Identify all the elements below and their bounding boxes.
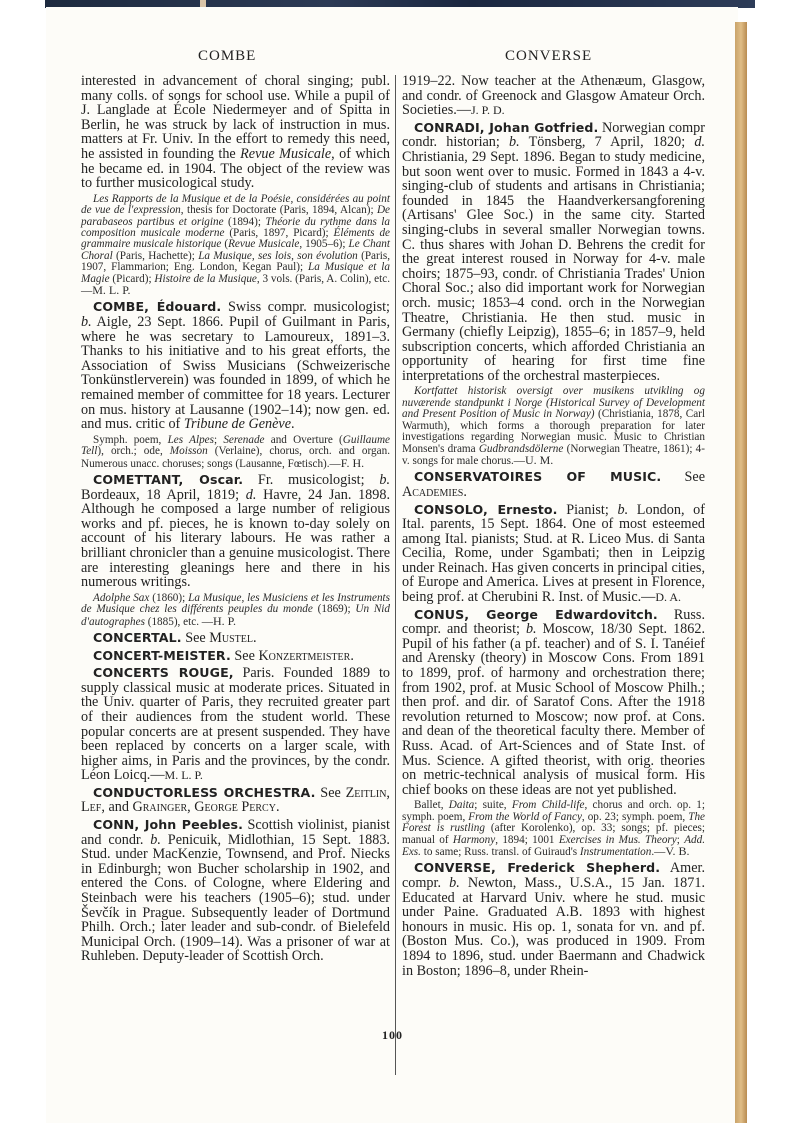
headword: CONCERTS ROUGE, [93, 665, 234, 681]
headword: CONCERT-MEISTER. [93, 647, 231, 663]
page-edge [735, 22, 747, 1123]
bibliography-combe-2: Symph. poem, Les Alpes; Serenade and Overture (Guillaume Tell), orch.; ode, Moisson (Verlaine), chorus, orch. and organ. Numerous unacc. choruses; songs (Lausanne, Fœtisch).—F. H. [81, 433, 391, 470]
headword: CONVERSE, Frederick Shepherd. [414, 860, 661, 876]
right-column [402, 74, 705, 978]
entry-comettant: COMETTANT, Oscar. Fr. musicologist; b. Bordeaux, 18 April, 1819; d. Havre, 24 Jan. 1898. Although he composed a large number of religious works and pf. pieces, he is known to-day solely on account of his literary labours. He was rather a brilliant chronicler than a genuine musicologist. There are interesting gleanings here and there in his numerous writings. [81, 471, 390, 591]
headword: COMBE, Édouard. [93, 299, 222, 315]
bibliography-combe-1: Les Rapports de la Musique et de la Poésie, considérées au point de vue de l'expression, thesis for Doctorate (Paris, 1894, Alcan); De parabaseos partibus et origine (1894); Théorie du rythme dans la composition musicale moderne (Paris, 1897, Picard); Éléments de grammaire musicale historique (Revue Musicale, 1905–6); Le Chant Choral (Paris, Hachette); La Musique, ses lois, son évolution (Paris, 1907, Flammarion; Eng. London, Kegan Paul); La Musique et la Magie (Picard); Histoire de la Musique, 3 vols. (Paris, A. Colin), etc.—M. L. P. [81, 192, 391, 297]
headword: CONDUCTORLESS ORCHESTRA. [93, 784, 316, 800]
entry-concertal: CONCERTAL. See Mustel. [93, 629, 257, 646]
page-number: 100 [382, 1028, 403, 1042]
entry-conn: CONN, John Peebles. Scottish violinist, pianist and condr. b. Penicuik, Midlothian, 15 Sept. 1883. Stud. under MacKenzie, Townsend, and Prof. Niecks in Edinburgh; won Bucher scholarship in 1902, and entered the Cons. of Cologne, where Eldering and Steinbach were his teachers (1905–6); stud. under Ševčík in Prague. Subsequently leader of Dortmund Philh. Orch.; later leader and sub-condr. of Bielefeld Municipal Orch. (1909–14). Was a prisoner of war at Ruhleben. Deputy-leader of Scottish Orch. [81, 817, 390, 965]
bibliography-comettant: Adolphe Sax (1860); La Musique, les Musiciens et les Instruments de Musique chez les différents peuples du monde (1869); Un Nid d'autographes (1885), etc. —H. P. [81, 591, 391, 628]
running-head-left: COMBE [198, 48, 257, 64]
column-rule [395, 75, 396, 1075]
headword: CONSOLO, Ernesto. [414, 501, 558, 517]
left-column [81, 74, 390, 964]
entry-consolo: CONSOLO, Ernesto. Pianist; b. London, of Ital. parents, 15 Sept. 1864. One of most esteemed among Ital. pianists; Stud. at R. Liceo Mus. di Santa Cecilia, Rome, under Sgambati; then in Leipzig under Reinach. Has given concerts in principal cities, of Europe and America. Lives at present in Florence, being prof. at Cherubini R. Inst. of Music.—D. A. [402, 501, 705, 606]
entry-continuation-conn: 1919–22. Now teacher at the Athenæum, Glasgow, and condr. of Greenock and Glasgow Amateur Orch. Societies.—J. P. D. [402, 73, 705, 119]
bibliography-conus: Ballet, Daita; suite, From Child-life, chorus and orch. op. 1; symph. poem, From the World of Fancy, op. 23; symph. poem, The Forest is rustling (after Korolenko), op. 33; songs; pf. pieces; manual of Harmony, 1894; 1001 Exercises in Mus. Theory; Add. Exs. to same; Russ. transl. of Guiraud's Instrumentation.—V. B. [402, 799, 706, 858]
entry-concerts-rouge: CONCERTS ROUGE, Paris. Founded 1889 to supply classical music at moderate prices. Situated in the Univ. quarter of Paris, they recruited greater part of their audiences from the student world. These popular concerts are at present suspended. They have been replaced by concerts on a larger scale, with higher aims, in Paris and the provinces, by the condr. Léon Loicq.—M. L. P. [81, 665, 390, 784]
entry-converse: CONVERSE, Frederick Shepherd. Amer. compr. b. Newton, Mass., U.S.A., 15 Jan. 1871. Educated at Harvard Univ. where he stud. music under Paine. Graduated A.B. 1893 with highest honours in music. His op. 1, sonata for vn. and pf. (Boston Mus. Co.), was produced in 1909. From 1894 to 1896, stud. under Baermann and Chadwick in Boston; 1896–8, under Rhein- [402, 860, 705, 979]
headword: CONSERVATOIRES OF MUSIC. [414, 469, 662, 485]
entry-conus: CONUS, George Edwardovitch. Russ. compr. and theorist; b. Moscow, 18/30 Sept. 1862. Pupil of his father (a pf. teacher) and of S. I. Tanéief and Arensky (theory) in Moscow Cons. From 1891 to 1899, prof. of harmony and orchestration there; from 1902, prof. at Music School of Moscow Philh.; then prof. and dir. of Saratof Cons. After the 1918 revolution returned to Moscow; now prof. at Cons. and dean of the theoretical faculty there. Member of Russ. Acad. of Art-Sciences and of State Inst. of Mus. Science. A gifted theorist, with orig. theories on metric-technical analysis of musical form. His chief books on these ideas are not yet published. [402, 606, 705, 798]
headword: COMETTANT, Oscar. [93, 471, 244, 487]
entry-conradi: CONRADI, Johan Gotfried. Norwegian compr condr. historian; b. Tönsberg, 7 April, 1820; d. Christiania, 29 Sept. 1896. Began to study medicine, but soon went over to music. Formed in 1843 a 4-v. singing-club of students and artisans in Christiania; founded in 1845 the Haandverkersangforening (Artisans' Glee Soc.) in the same city. Started singing-clubs in several smaller Norwegian towns. C. thus shares with Johan D. Behrens the credit for the great interest roused in Norway for 4-v. male choirs; 1875–93, condr. of Christiania Trades' Union Choral Soc.; also did important work for Norwegian orch. music; 1853–4 cond. orch in the Norwegian Theatre, Christiania. He then stud. music in Germany (chiefly Leipzig), 1855–6; in 1857–9, held subscription concerts, which afforded Christiania an opportunity of hearing for first time fine interpretations of the orchestral masterpieces. [402, 119, 705, 384]
headword: CONRADI, Johan Gotfried. [414, 119, 599, 135]
entry-combe-edouard: COMBE, Édouard. Swiss compr. musicologist; b. Aigle, 23 Sept. 1866. Pupil of Guilmant in Paris, where he was secretary to Lamoureux, 1891–3. Thanks to his initiative and to his great efforts, the Association of Swiss Musicians (Schweizerische Tonkünstlerverein) was founded in 1899, of which he remained member of committee for 18 years. Lecturer on mus. history at Lausanne (1902–14); now gen. ed. and mus. critic of Tribune de Genève. [81, 299, 390, 433]
headword: CONCERTAL. [93, 629, 182, 645]
headword: CONN, John Peebles. [93, 817, 244, 833]
headword: CONUS, George Edwardovitch. [414, 606, 658, 622]
entry-continuation-combe: interested in advancement of choral singing; publ. many colls. of songs for school use. While a pupil of J. Langlade at École Niedermeyer and of Spitta in Berlin, he was struck by lack of instruction in mus. matters at Fr. Univ. In the effort to remedy this need, he assisted in founding the Revue Musicale, of which he became ed. in 1904. The object of the review was to further musicological study. [81, 73, 391, 192]
entry-concert-meister: CONCERT-MEISTER. See Konzertmeister. [93, 647, 354, 664]
bibliography-conradi: Kortfattet historisk oversigt over musikens utvikling og nuværende standpunkt i Norge (Historical Survey of Development and Present Position of Music in Norway) (Christiania, 1878, Carl Warmuth), which forms a thorough preparation for later investigations regarding Norwegian music. Music to Christian Monsen's drama Gudbrandsdölerne (Norwegian Theatre, 1861); 4-v. songs for male chorus.—U. M. [402, 385, 705, 467]
entry-conductorless-orchestra: CONDUCTORLESS ORCHESTRA. See Zeitlin, Lef, and Grainger, George Percy. [81, 784, 390, 816]
running-head-right: CONVERSE [505, 48, 593, 64]
entry-conservatoires: CONSERVATOIRES OF MUSIC. See Academies. [402, 469, 705, 500]
